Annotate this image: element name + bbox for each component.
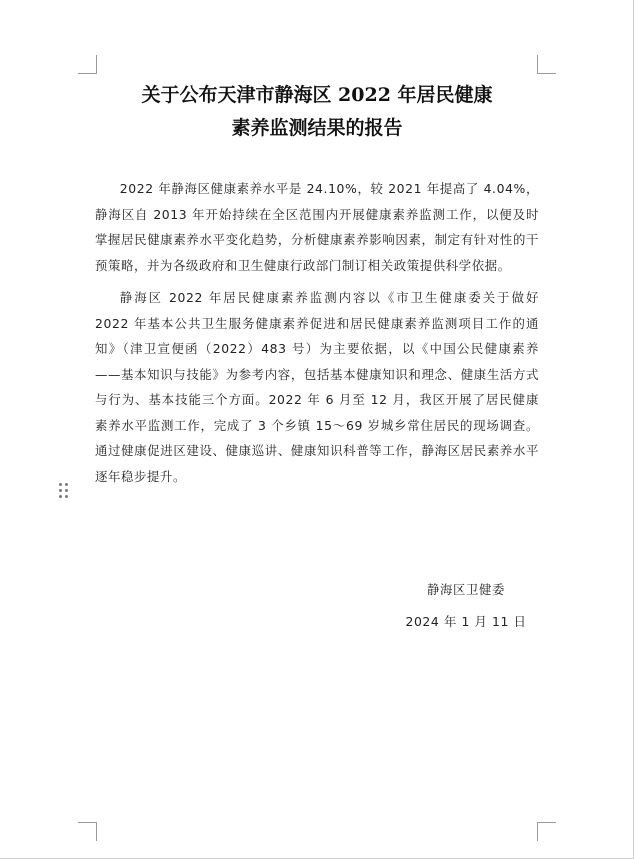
drag-handle-icon[interactable] — [59, 483, 69, 499]
margin-corner-top-right — [537, 55, 556, 74]
body-paragraph-1[interactable]: 2022 年静海区健康素养水平是 24.10%，较 2021 年提高了 4.04%，静海区自 2013 年开始持续在全区范围内开展健康素养监测工作，以便及时掌握居民健康素养水平变化趋势，分析健康素养影响因素，制定有针对性的干预策略，并为各级政府和卫生健康行政部门制订相关政策提供科学依据。 — [95, 181, 539, 273]
document-title-line-1: 关于公布天津市静海区 2022 年居民健康 — [141, 84, 493, 106]
document-body[interactable] — [95, 176, 539, 489]
body-paragraph-2[interactable]: 静海区 2022 年居民健康素养监测内容以《市卫生健康委关于做好 2022 年基本公共卫生服务健康素养促进和居民健康素养监测项目工作的通知》（津卫宣便函（2022）483 号）为主要依据，以《中国公民健康素养——基本知识与技能》为参考内容，包括基本健康知识和理念、健康生活方式与行为、基本技能三个方面。2022 年 6 月至 12 月，我区开展了居民健康素养水平监测工作，完成了 3 个乡镇 15～69 岁城乡常住居民的现场调查。通过健康促进区建设、健康巡讲、健康知识科普等工作，静海区居民素养水平逐年稳步提升。 — [95, 290, 539, 484]
margin-corner-bottom-left — [78, 822, 97, 841]
margin-corner-top-left — [78, 55, 97, 74]
document-title-line-2: 素养监测结果的报告 — [231, 117, 403, 139]
signature: 静海区卫健委 — [427, 582, 505, 597]
margin-corner-bottom-right — [537, 822, 556, 841]
signature-date: 2024 年 1 月 11 日 — [405, 614, 527, 629]
